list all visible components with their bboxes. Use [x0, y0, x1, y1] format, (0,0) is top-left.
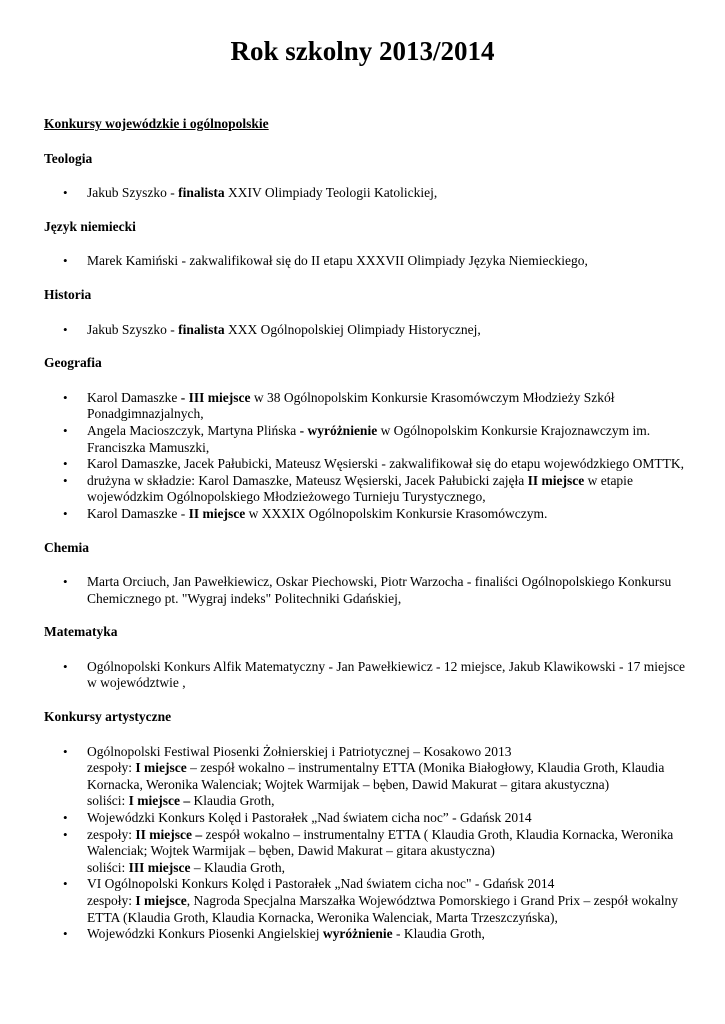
text-run: Wojewódzki Konkurs Piosenki Angielskiej: [87, 926, 323, 942]
section-list: [44, 659, 694, 692]
list-item: [87, 744, 694, 810]
text-run: drużyna w składzie: Karol Damaszke, Mateusz Węsierski, Jacek Pałubicki zajęła: [87, 472, 528, 488]
text-run: soliści:: [87, 859, 129, 875]
list-item: [87, 506, 694, 523]
text-run: Jakub Szyszko -: [87, 321, 179, 337]
page-title: Rok szkolny 2013/2014: [230, 36, 495, 66]
bold-text: III miejsce: [128, 859, 191, 875]
text-run: Ogólnopolski Festiwal Piosenki Żołnierskiej i Patriotycznej – Kosakowo 2013: [87, 743, 512, 759]
section-list: [44, 322, 694, 339]
list-item: [87, 574, 694, 607]
list-item: [87, 456, 694, 473]
text-run: zespoły:: [87, 893, 136, 908]
bold-text: finalista: [178, 321, 225, 337]
section-list: [44, 185, 694, 202]
section-title: Matematyka: [44, 624, 118, 640]
text-run: Ogólnopolski Konkurs Alfik Matematyczny - Jan Pawełkiewicz - 12 miejsce, Jakub Klawikowski - 17 miejsce w województwie ,: [87, 658, 686, 691]
text-run: VI Ogólnopolski Konkurs Kolęd i Pastorałek „Nad światem cicha noc" - Gdańsk 2014: [87, 876, 555, 892]
section-list: [44, 390, 694, 523]
sections-container: [44, 151, 694, 943]
text-run: zespół wokalno – instrumentalny ETTA ( Klaudia Groth, Klaudia Kornacka, Weronika Walenciak; Wojtek Warmijak – bęben, Dawid Makurat – gitara akustyczna): [87, 826, 674, 859]
text-run: Marta Orciuch, Jan Pawełkiewicz, Oskar Piechowski, Piotr Warzocha - finaliści Ogólnopolskiego Konkursu Chemicznego pt. "Wygraj indeks" Politechniki Gdańskiej,: [87, 574, 672, 606]
section-title: Historia: [44, 286, 92, 302]
text-run: - Klaudia Groth,: [392, 926, 485, 942]
list-item: [87, 390, 694, 423]
bold-text: II miejsce: [527, 472, 585, 488]
section-title: Język niemiecki: [44, 218, 136, 234]
text-run: – zespół wokalno – instrumentalny ETTA (Monika Białogłowy, Klaudia Groth, Klaudia Kornacka, Weronika Walenciak; Wojtek Warmijak – bęben, Dawid Makurat – gitara akustyczna): [87, 760, 665, 792]
bold-text: - III miejsce: [180, 389, 251, 405]
text-run: w etapie wojewódzkim Ogólnopolskiego Młodzieżowego Turnieju Turystycznego,: [87, 472, 633, 505]
list-item: [87, 926, 694, 943]
text-run: XXX Ogólnopolskiej Olimpiady Historycznej,: [224, 321, 481, 337]
section-title: Chemia: [44, 539, 89, 555]
text-run: Karol Damaszke -: [87, 505, 189, 521]
text-run: Klaudia Groth,: [190, 793, 275, 809]
text-run: w 38 Ogólnopolskim Konkursie Krasomówczym Młodzieży Szkół Ponadgimnazjalnych,: [87, 389, 615, 422]
document-body: [44, 116, 694, 960]
bold-text: II miejsce: [188, 505, 246, 521]
section-list: [44, 744, 694, 943]
text-run: , Nagroda Specjalna Marszałka Województwa Pomorskiego i Grand Prix – zespół wokalny ETTA (Klaudia Groth, Klaudia Kornacka, Weronika Walenciak, Marta Trzeszczyńska),: [87, 893, 679, 925]
bold-text: I miejsce: [135, 760, 187, 776]
main-heading: Konkursy wojewódzkie i ogólnopolskie: [44, 116, 269, 131]
bold-text: - wyróżnienie: [299, 422, 378, 438]
text-run: Karol Damaszke: [87, 389, 181, 405]
bold-text: I miejsce –: [128, 793, 191, 809]
text-run: w Ogólnopolskim Konkursie Krajoznawczym im. Franciszka Mamuszki,: [87, 422, 651, 455]
list-item: [87, 810, 694, 827]
text-run: Karol Damaszke, Jacek Pałubicki, Mateusz Węsierski - zakwalifikował się do etapu wojewódzkiego OMTTK,: [87, 456, 684, 472]
list-item: [87, 827, 694, 877]
text-run: XXIV Olimpiady Teologii Katolickiej,: [224, 185, 438, 201]
text-run: soliści:: [87, 793, 129, 809]
text-run: w XXXIX Ogólnopolskim Konkursie Krasomówczym.: [245, 505, 548, 521]
list-item: [87, 322, 694, 339]
text-run: – Klaudia Groth,: [190, 859, 285, 875]
text-run: zespoły:: [87, 760, 136, 776]
bold-text: finalista: [178, 185, 225, 201]
section-title: Konkursy artystyczne: [44, 709, 172, 725]
list-item: [87, 876, 694, 926]
list-item: [87, 659, 694, 692]
section-list: [44, 574, 694, 607]
text-run: zespoły:: [87, 826, 136, 842]
text-run: Jakub Szyszko -: [87, 185, 179, 201]
text-run: Angela Macioszczyk, Martyna Plińska: [87, 422, 300, 438]
bold-text: II miejsce –: [135, 826, 203, 842]
section-title: Teologia: [44, 150, 93, 166]
section-list: [44, 253, 694, 270]
bold-text: wyróżnienie: [322, 926, 393, 942]
list-item: [87, 253, 694, 270]
text-run: Marek Kamiński - zakwalifikował się do II etapu XXXVII Olimpiady Języka Niemieckiego,: [87, 253, 588, 269]
list-item: [87, 473, 694, 506]
bold-text: I miejsce: [135, 893, 187, 908]
list-item: [87, 423, 694, 456]
text-run: Wojewódzki Konkurs Kolęd i Pastorałek „Nad światem cicha noc” - Gdańsk 2014: [87, 810, 532, 826]
list-item: [87, 185, 694, 202]
section-title: Geografia: [44, 355, 102, 371]
